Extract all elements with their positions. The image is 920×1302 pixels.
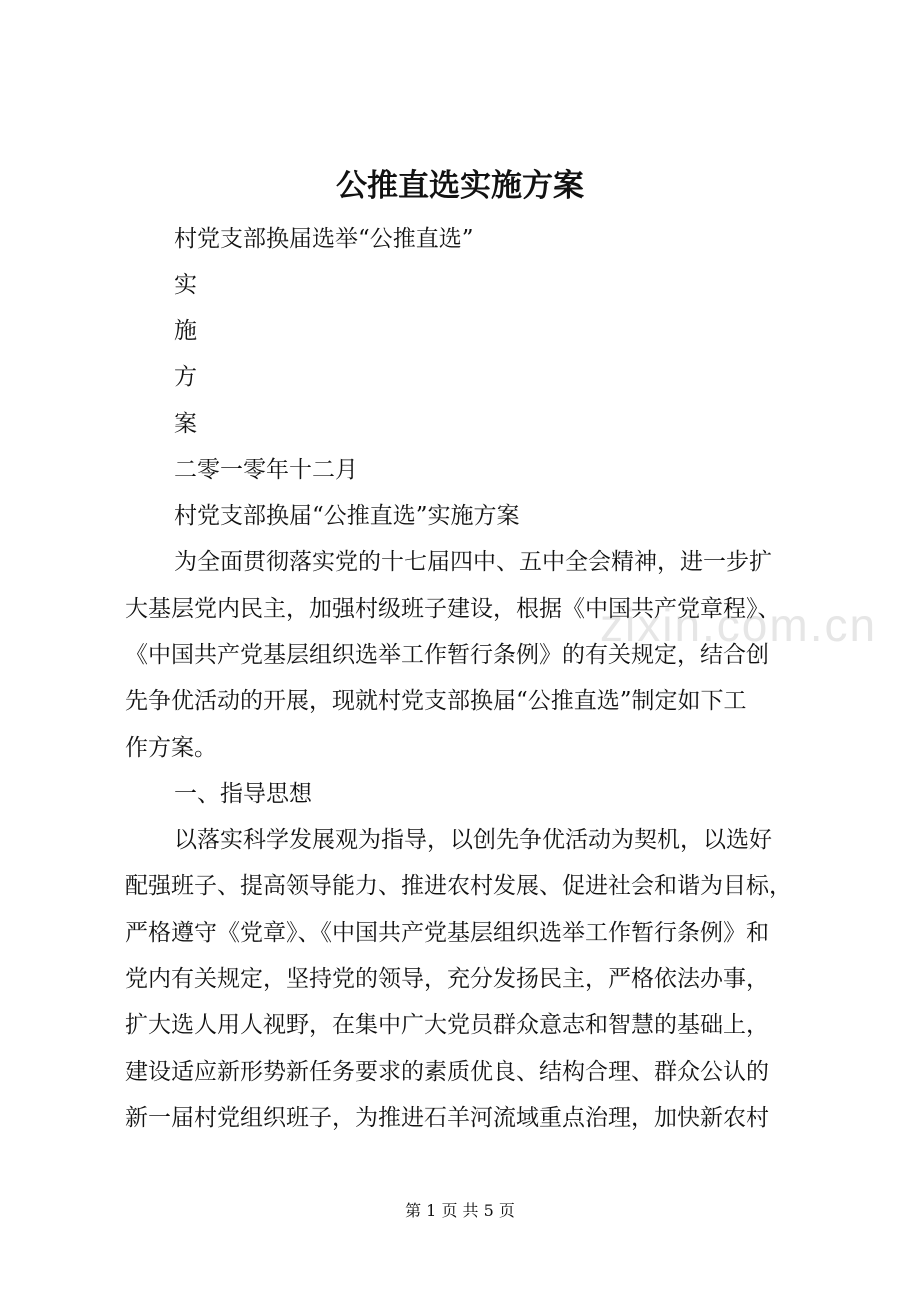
body-text-line: 作方案。 bbox=[125, 735, 217, 761]
body-text-line: 以落实科学发展观为指导，以创先争优活动为契机，以选好 bbox=[174, 827, 772, 853]
body-text-line: 扩大选人用人视野，在集中广大党员群众意志和智慧的基础上， bbox=[125, 1012, 769, 1038]
vertical-char-line: 案 bbox=[174, 411, 197, 437]
watermark: zixin.com.cn bbox=[600, 599, 878, 651]
vertical-char-line: 施 bbox=[174, 318, 197, 344]
vertical-char-line: 实 bbox=[174, 272, 197, 298]
subtitle-line: 村党支部换届选举“公推直选” bbox=[174, 226, 474, 252]
page-footer: 第 1 页 共 5 页 bbox=[405, 1201, 515, 1220]
document-title: 公推直选实施方案 bbox=[336, 168, 584, 204]
body-text-line: 大基层党内民主，加强村级班子建设，根据《中国共产党章程》、 bbox=[125, 596, 781, 622]
section-heading-line: 村党支部换届“公推直选”实施方案 bbox=[174, 503, 520, 529]
body-text-line: 新一届村党组织班子，为推进石羊河流域重点治理，加快新农村 bbox=[125, 1105, 769, 1131]
body-text-line: 建设适应新形势新任务要求的素质优良、结构合理、群众公认的 bbox=[125, 1059, 769, 1085]
vertical-char-line: 方 bbox=[174, 364, 197, 390]
body-text-line: 党内有关规定，坚持党的领导，充分发扬民主，严格依法办事， bbox=[125, 966, 769, 992]
date-line: 二零一零年十二月 bbox=[174, 457, 358, 483]
body-text-line: 《中国共产党基层组织选举工作暂行条例》的有关规定，结合创 bbox=[125, 642, 769, 668]
body-text-line: 严格遵守《党章》、《中国共产党基层组织选举工作暂行条例》和 bbox=[125, 920, 769, 946]
body-text-line: 先争优活动的开展，现就村党支部换届“公推直选”制定如下工 bbox=[125, 688, 747, 714]
body-text-line: 配强班子、提高领导能力、推进农村发展、促进社会和谐为目标， bbox=[125, 873, 792, 899]
body-text-line: 为全面贯彻落实党的十七届四中、五中全会精神，进一步扩 bbox=[174, 549, 772, 575]
section-heading-line: 一、指导思想 bbox=[174, 781, 312, 807]
